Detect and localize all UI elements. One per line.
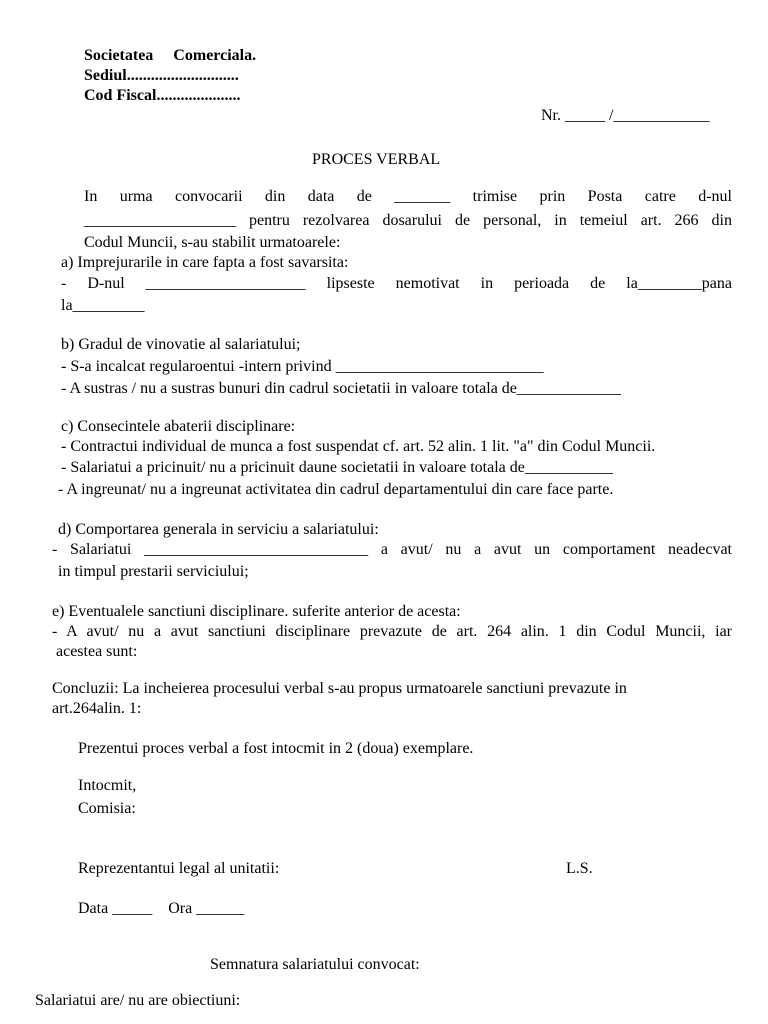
intro-line-2: ___________________ pentru rezolvarea dosarului de personal, in temeiul art. 266 din [84,212,732,229]
document-number: Nr. _____ /____________ [541,107,710,124]
company-headquarters: Sediul............................ [84,67,239,84]
legal-representative-label: Reprezentantui legal al unitatii: [78,860,280,877]
section-d-line-2: in timpul prestarii serviciului; [58,563,249,580]
conclusions-line-2: art.264alin. 1: [52,700,142,717]
section-b-line-2: - A sustras / nu a sustras bunuri din cadrul societatii in valoare totala de_____________ [61,380,621,397]
commission-label: Comisia: [78,800,136,817]
section-b-heading: b) Gradul de vinovatie al salariatului; [61,336,301,353]
document-title: PROCES VERBAL [312,151,441,168]
section-c-line-1: - Contractui individual de munca a fost suspendat cf. art. 52 alin. 1 lit. "a" din Codul Muncii. [61,438,656,455]
section-d-line-1: - Salariatui ____________________________ a avut/ nu a avut un comportament neadecvat [52,541,732,558]
section-e-heading: e) Eventualele sanctiuni disciplinare. suferite anterior de acesta: [52,603,461,620]
company-name: Societatea Comerciala. [84,47,257,64]
date-time-line: Data _____ Ora ______ [78,900,245,917]
section-a-heading: a) Imprejurarile in care fapta a fost savarsita: [61,254,349,271]
section-a-line-1: - D-nul ____________________ lipseste nemotivat in perioada de la________pana [61,275,732,292]
copies-statement: Prezentui proces verbal a fost intocmit in 2 (doua) exemplare. [78,740,474,757]
section-c-line-2: - Salariatui a pricinuit/ nu a pricinuit daune societatii in valoare totala de___________ [61,459,613,476]
section-d-heading: d) Comportarea generala in serviciu a salariatului: [58,521,379,538]
section-b-line-1: - S-a incalcat regularoentui -intern privind __________________________ [61,358,544,375]
drafted-label: Intocmit, [78,777,137,794]
seal-label: L.S. [566,860,593,877]
section-c-line-3: - A ingreunat/ nu a ingreunat activitatea din cadrul departamentului din care face parte. [58,481,614,498]
section-e-line-2: acestea sunt: [56,643,138,660]
intro-line-3: Codul Muncii, s-au stabilit urmatoarele: [84,234,341,251]
section-e-line-1: - A avut/ nu a avut sanctiuni disciplinare prevazute de art. 264 alin. 1 din Codul Muncii, iar [52,623,732,640]
employee-signature-label: Semnatura salariatului convocat: [210,956,420,973]
section-c-heading: c) Consecintele abaterii disciplinare: [61,418,296,435]
conclusions-line-1: Concluzii: La incheierea procesului verbal s-au propus urmatoarele sanctiuni prevazute in [52,680,627,697]
section-a-line-2: la_________ [61,297,145,314]
company-fiscal-code: Cod Fiscal..................... [84,87,241,104]
employee-objections-label: Salariatui are/ nu are obiectiuni: [35,992,241,1009]
intro-line-1: In urma convocarii din data de _______ trimise prin Posta catre d-nul [84,188,732,205]
